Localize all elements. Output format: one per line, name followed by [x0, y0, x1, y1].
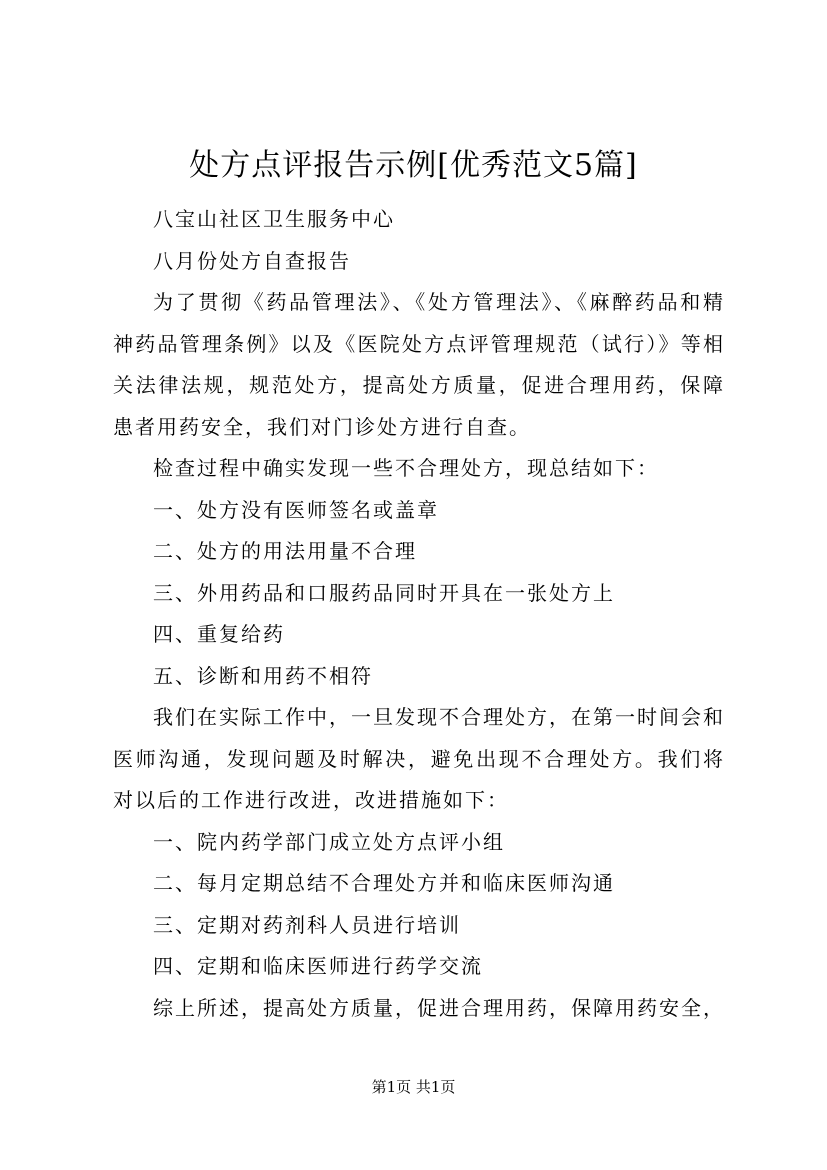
- list-item-finding-2: 二、处方的用法用量不合理: [153, 539, 417, 563]
- list-item-finding-4: 四、重复给药: [153, 622, 285, 646]
- list-item-finding-5: 五、诊断和用药不相符: [153, 663, 373, 688]
- list-item-finding-1: 一、处方没有医师签名或盖章: [153, 497, 439, 522]
- paragraph-report-name: 八月份处方自查报告: [153, 248, 351, 273]
- paragraph-organization: 八宝山社区卫生服务中心: [153, 207, 395, 231]
- paragraph-intro: 为了贯彻《药品管理法》、《处方管理法》、《麻醉药品和精神药品管理条例》以及《医院处方点评管理规范（试行）》等相关法律法规，规范处方，提高处方质量，促进合理用药，保障患者用药安全，我们对门诊处方进行自查。: [113, 290, 725, 439]
- list-item-measure-1: 一、院内药学部门成立处方点评小组: [153, 829, 505, 854]
- document-body: [113, 199, 725, 1029]
- document-title: 处方点评报告示例[优秀范文5篇]: [189, 148, 638, 183]
- list-item-finding-3: 三、外用药品和口服药品同时开具在一张处方上: [153, 580, 615, 605]
- paragraph-conclusion: 综上所述，提高处方质量，促进合理用药，保障用药安全，: [153, 995, 725, 1020]
- paragraph-improvement-intro: 我们在实际工作中，一旦发现不合理处方，在第一时间会和医师沟通，发现问题及时解决，避免出现不合理处方。我们将对以后的工作进行改进，改进措施如下：: [113, 705, 725, 812]
- paragraph-findings-summary: 检查过程中确实发现一些不合理处方，现总结如下：: [153, 456, 659, 480]
- list-item-measure-2: 二、每月定期总结不合理处方并和临床医师沟通: [153, 871, 615, 895]
- list-item-measure-3: 三、定期对药剂科人员进行培训: [153, 912, 461, 937]
- page-footer: 第1页 共1页: [371, 1078, 456, 1096]
- list-item-measure-4: 四、定期和临床医师进行药学交流: [153, 954, 483, 978]
